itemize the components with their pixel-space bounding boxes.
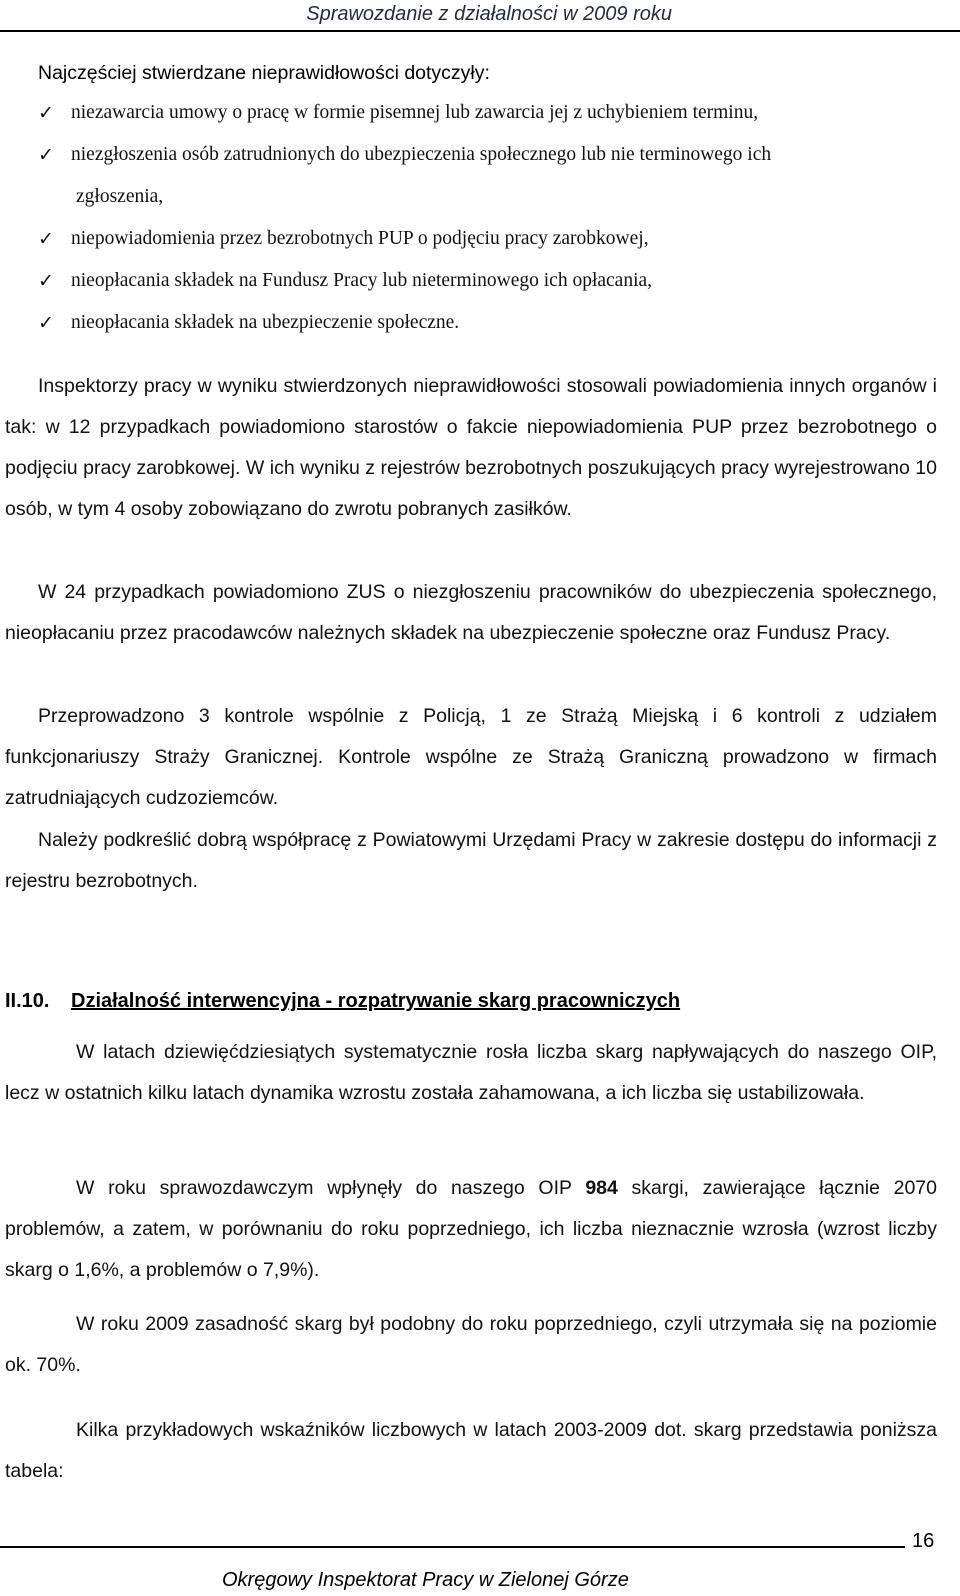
section-heading (5, 986, 680, 1016)
intro-text: Najczęściej stwierdzane nieprawidłowości dotyczyły: (38, 62, 490, 84)
paragraph-complaints-validity: W roku 2009 zasadność skarg był podobny do roku poprzedniego, czyli utrzymała się na poziomie ok. 70%. (5, 1313, 937, 1376)
checklist-item: ✓ niezgłoszenia osób zatrudnionych do ubezpieczenia społecznego lub nie terminowego ich zgłoszenia, (38, 134, 938, 218)
footer-divider (0, 1546, 905, 1548)
section-number: II.10. (5, 990, 50, 1012)
complaints-count-value: 984 (585, 1177, 618, 1199)
checkmark-icon: ✓ (38, 102, 54, 124)
checklist-item: ✓ nieopłacania składek na ubezpieczenie społeczne. (38, 302, 938, 344)
checkmark-icon: ✓ (38, 144, 54, 166)
paragraph-complaints-trend: W latach dziewięćdziesiątych systematycznie rosła liczba skarg napływających do naszego OIP, lecz w ostatnich kilku latach dynamika wzrostu została zahamowana, a ich liczba się ustabilizowała. (5, 1041, 937, 1104)
checkmark-icon: ✓ (38, 228, 54, 250)
header-divider (0, 30, 960, 32)
checklist-item: ✓ nieopłacania składek na Fundusz Pracy lub nieterminowego ich opłacania, (38, 260, 938, 302)
paragraph-inspectors-notifications: Inspektorzy pracy w wyniku stwierdzonych nieprawidłowości stosowali powiadomienia innych organów i tak: w 12 przypadkach powiadomiono starostów o fakcie niepowiadomienia PUP przez bezrobotnego o podjęciu pracy zarobkowej. W ich wyniku z rejestrów bezrobotnych poszukujących pracy wyrejestrowano 10 osób, w tym 4 osoby zobowiązano do zwrotu pobranych zasiłków. (5, 375, 937, 520)
paragraph-table-intro: Kilka przykładowych wskaźników liczbowych w latach 2003-2009 dot. skarg przedstawia poniższa tabela: (5, 1419, 937, 1482)
section-title: Działalność interwencyjna - rozpatrywanie skarg pracowniczych (71, 990, 681, 1012)
page-number: 16 (912, 1530, 935, 1552)
paragraph-zus-notifications: W 24 przypadkach powiadomiono ZUS o niezgłoszeniu pracowników do ubezpieczenia społecznego, nieopłacaniu przez pracodawców należnych składek na ubezpieczenie społeczne oraz Fundusz Pracy. (5, 581, 937, 644)
checklist-item: ✓ niepowiadomienia przez bezrobotnych PUP o podjęciu pracy zarobkowej, (38, 218, 938, 260)
paragraph-joint-inspections: Przeprowadzono 3 kontrole wspólnie z Policją, 1 ze Strażą Miejską i 6 kontroli z udziałem funkcjonariuszy Straży Granicznej. Kontrole wspólne ze Strażą Graniczną prowadzono w firmach zatrudniających cudzoziemców. (5, 705, 937, 809)
paragraph-cooperation: Należy podkreślić dobrą współpracę z Powiatowymi Urzędami Pracy w zakresie dostępu do informacji z rejestru bezrobotnych. (5, 829, 937, 892)
paragraph-complaints-count: W roku sprawozdawczym wpłynęły do naszego OIP 984 skargi, zawierające łącznie 2070 problemów, a zatem, w porównaniu do roku poprzedniego, ich liczba nieznacznie wzrosła (wzrost liczby skarg o 1,6%, a problemów o 7,9%). (5, 1177, 937, 1281)
checkmark-icon: ✓ (38, 270, 54, 292)
footer-organization: Okręgowy Inspektorat Pracy w Zielonej Górze (222, 1569, 629, 1591)
checklist-item: ✓ niezawarcia umowy o pracę w formie pisemnej lub zawarcia jej z uchybieniem terminu, (38, 92, 938, 134)
checkmark-icon: ✓ (38, 312, 54, 334)
irregularities-checklist (38, 92, 938, 344)
document-header-title: Sprawozdanie z działalności w 2009 roku (306, 3, 672, 25)
